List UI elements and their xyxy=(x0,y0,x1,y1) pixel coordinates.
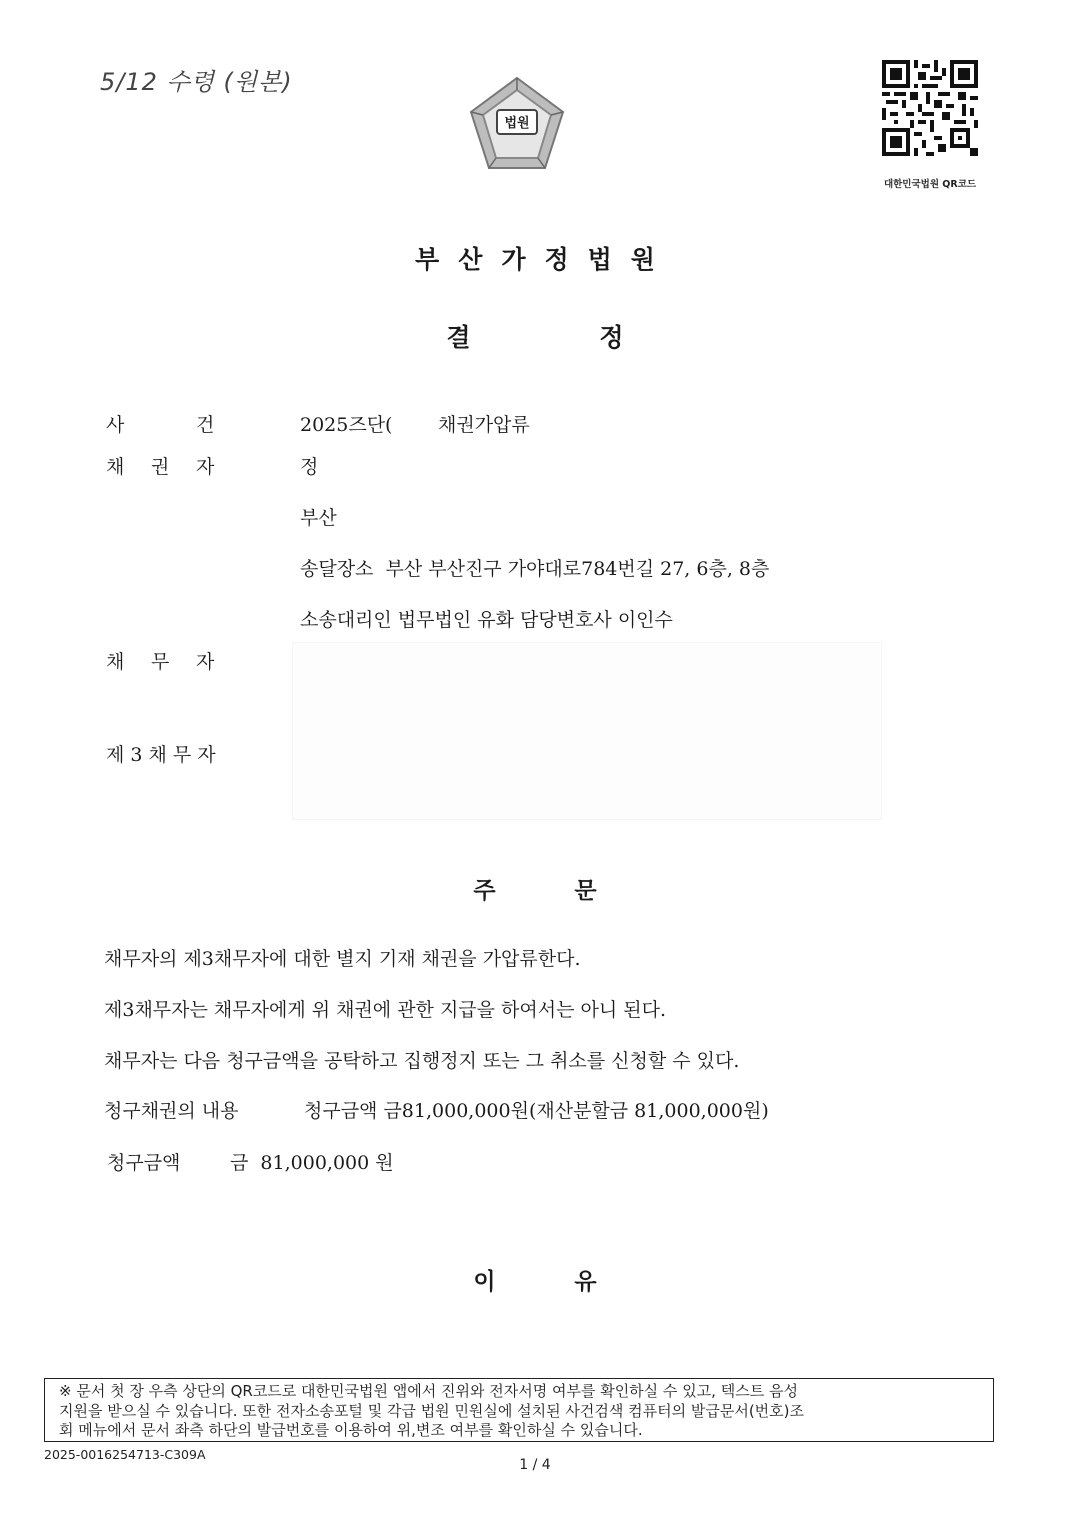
notice-line: 회 메뉴에서 문서 좌측 하단의 발급번호를 이용하여 위,변조 여부를 확인하실 수 있습니다. xyxy=(59,1421,643,1439)
creditor-label-char: 채 xyxy=(106,456,125,478)
creditor-service-address: 송달장소 부산 부산진구 가야대로784번길 27, 6층, 8층 xyxy=(300,558,770,580)
heading-char: 유 xyxy=(574,1269,597,1295)
debtor-label-char: 채 xyxy=(106,651,125,673)
creditor-label-char: 자 xyxy=(196,456,215,478)
claim-content-label: 청구채권의 내용 xyxy=(104,1100,239,1122)
qr-caption: 대한민국법원 QR코드 xyxy=(883,179,977,190)
handwritten-receipt-note: 5/12 수령 (원본) xyxy=(100,68,293,96)
heading-char: 주 xyxy=(473,878,496,904)
third-debtor-label: 제 3 채 무 자 xyxy=(106,744,216,766)
creditor-name: 정 xyxy=(300,456,319,478)
case-label-char: 건 xyxy=(196,414,215,436)
verification-notice-box xyxy=(44,1378,994,1442)
court-name: 부산가정법원 xyxy=(415,245,674,274)
page-indicator: 1 / 4 xyxy=(519,1457,551,1473)
claim-amount-label: 청구금액 xyxy=(107,1152,181,1174)
court-emblem-icon xyxy=(465,72,569,176)
case-type: 채권가압류 xyxy=(438,414,530,436)
claim-content-value: 청구금액 금81,000,000원(재산분할금 81,000,000원) xyxy=(304,1100,769,1122)
document-title xyxy=(0,318,1070,354)
case-label-char: 사 xyxy=(106,414,125,436)
reason-heading xyxy=(0,1263,1070,1296)
emblem-label: 법원 xyxy=(504,116,530,131)
heading-char: 문 xyxy=(574,878,597,904)
claim-amount-value: 금 81,000,000 원 xyxy=(230,1152,394,1174)
creditor-address: 부산 xyxy=(300,507,337,529)
creditor-attorney: 소송대리인 법무법인 유화 담당변호사 이인수 xyxy=(300,609,673,631)
debtor-label-char: 무 xyxy=(151,651,170,673)
document-issue-number: 2025-0016254713-C309A xyxy=(44,1447,206,1462)
heading-char: 이 xyxy=(473,1269,496,1295)
notice-line: ※ 문서 첫 장 우측 상단의 QR코드로 대한민국법원 앱에서 진위와 전자서명 여부를 확인하실 수 있고, 텍스트 음성 xyxy=(59,1382,798,1400)
notice-line: 지원을 받으실 수 있습니다. 또한 전자소송포털 및 각급 법원 민원실에 설치된 사건검색 컴퓨터의 발급문서(번호)조 xyxy=(59,1401,805,1420)
qr-code-icon[interactable] xyxy=(882,60,978,156)
title-char: 정 xyxy=(599,323,624,352)
creditor-label-char: 권 xyxy=(151,456,170,478)
debtor-label-char: 자 xyxy=(196,651,215,673)
title-char: 결 xyxy=(446,323,471,352)
redacted-area xyxy=(292,642,882,820)
order-line: 채무자의 제3채무자에 대한 별지 기재 채권을 가압류한다. xyxy=(104,948,581,970)
case-number: 2025즈단( xyxy=(300,414,393,436)
order-heading xyxy=(0,872,1070,905)
order-line: 제3채무자는 채무자에게 위 채권에 관한 지급을 하여서는 아니 된다. xyxy=(104,999,667,1021)
order-line: 채무자는 다음 청구금액을 공탁하고 집행정지 또는 그 취소를 신청할 수 있다. xyxy=(104,1050,740,1072)
